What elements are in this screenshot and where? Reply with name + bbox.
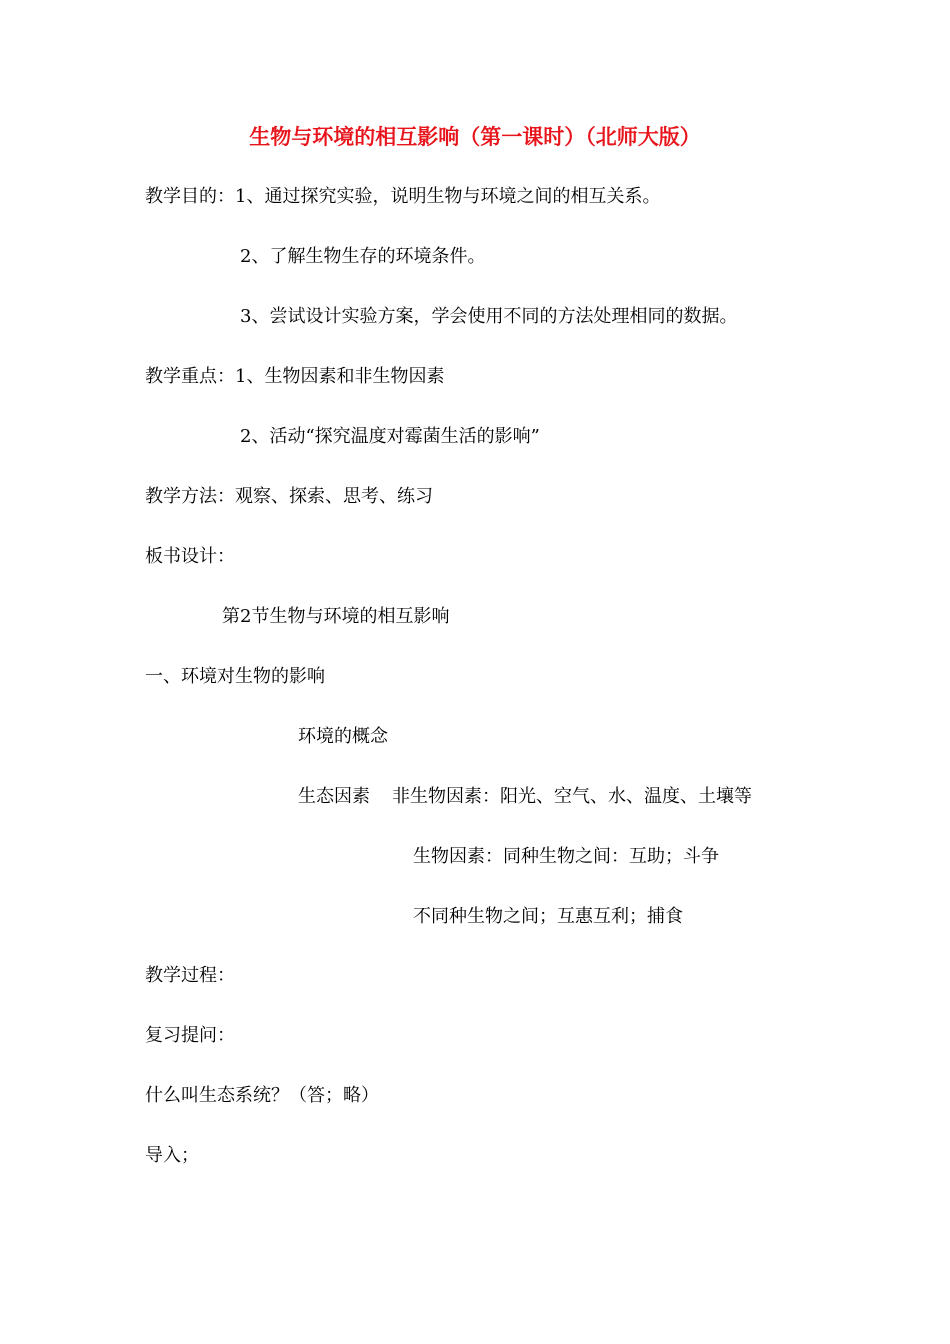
document-title: 生物与环境的相互影响（第一课时）（北师大版） xyxy=(249,124,701,149)
objective-item: 2、了解生物生存的环境条件。 xyxy=(240,246,486,267)
board-section-title: 第2节生物与环境的相互影响 xyxy=(222,606,450,627)
methods-label: 教学方法： xyxy=(145,486,235,507)
key-point-item: 1、生物因素和非生物因素 xyxy=(235,366,445,387)
key-points-label: 教学重点： xyxy=(145,366,235,387)
intro-label: 导入； xyxy=(145,1145,199,1166)
biotic-factors: 生物因素：同种生物之间：互助；斗争 xyxy=(413,846,719,867)
key-point-item: 2、活动“探究温度对霉菌生活的影响” xyxy=(240,426,540,447)
board-heading: 一、环境对生物的影响 xyxy=(145,666,325,687)
environment-concept: 环境的概念 xyxy=(298,726,388,747)
board-design-label: 板书设计： xyxy=(145,546,235,567)
eco-factors-label: 生态因素 xyxy=(298,786,370,807)
methods-line xyxy=(145,484,433,510)
review-question: 什么叫生态系统？（答；略） xyxy=(145,1085,379,1106)
objectives-line-1 xyxy=(145,184,660,210)
biotic-different-species: 不同种生物之间；互惠互利；捕食 xyxy=(413,906,683,927)
eco-factors-line xyxy=(298,784,752,810)
review-label: 复习提问： xyxy=(145,1025,235,1046)
objectives-label: 教学目的： xyxy=(145,186,235,207)
key-points-line-1 xyxy=(145,364,444,390)
objective-item: 3、尝试设计实验方案，学会使用不同的方法处理相同的数据。 xyxy=(240,306,738,327)
abiotic-factors: 非生物因素：阳光、空气、水、温度、土壤等 xyxy=(392,786,752,807)
process-label: 教学过程： xyxy=(145,965,235,986)
objective-item: 1、通过探究实验，说明生物与环境之间的相互关系。 xyxy=(235,186,661,207)
methods-text: 观察、探索、思考、练习 xyxy=(235,486,433,507)
